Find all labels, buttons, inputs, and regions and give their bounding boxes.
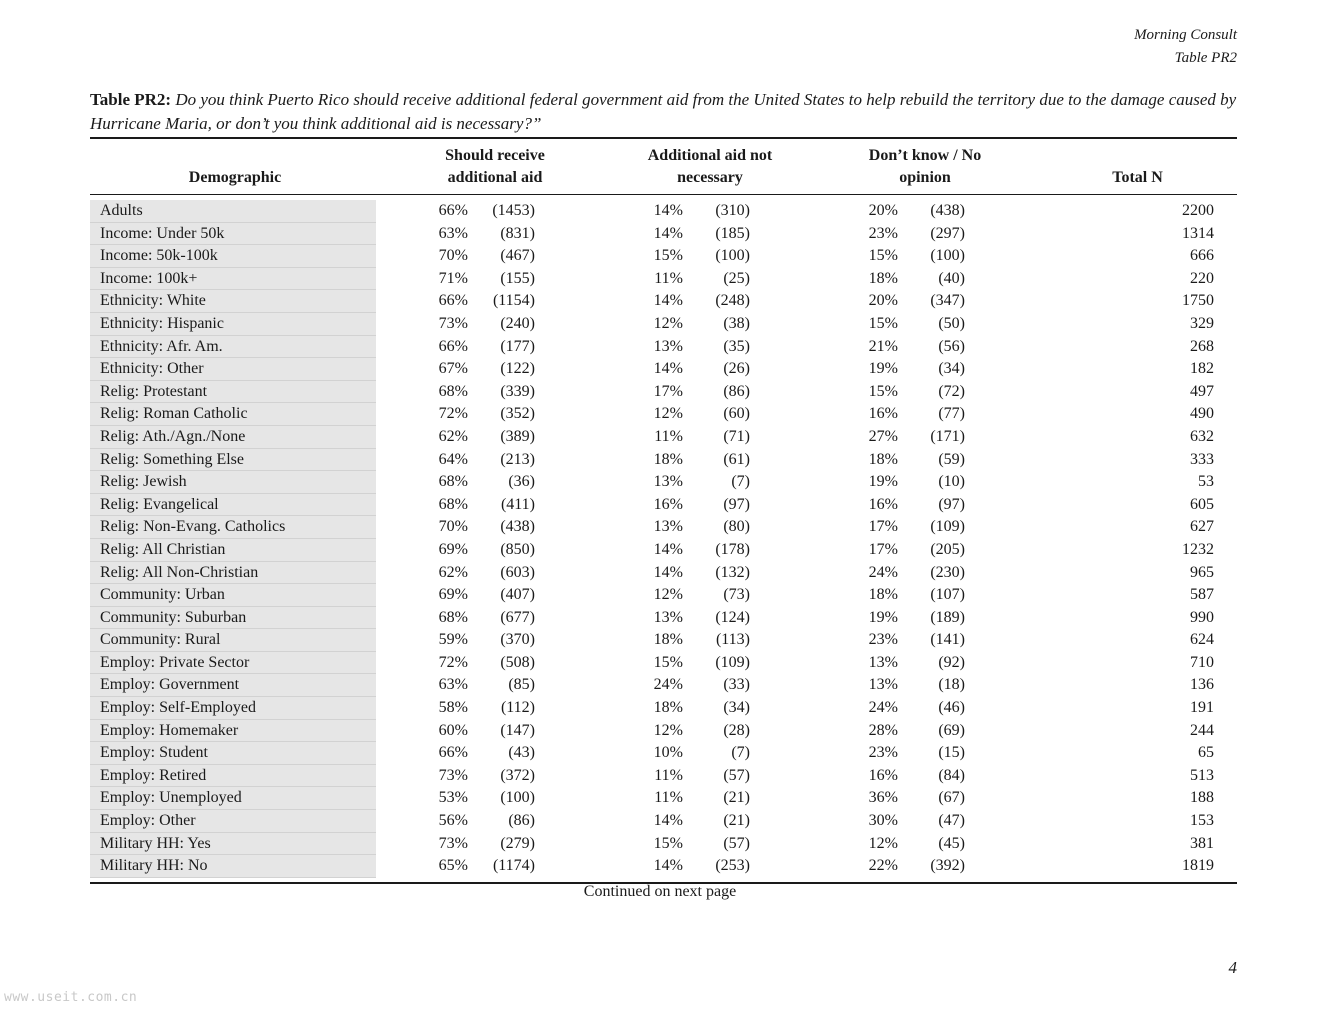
total-n: 965: [1190, 563, 1214, 581]
total-n: 329: [1190, 314, 1214, 332]
table-row: [90, 855, 1237, 878]
dont-know-pct: 15%: [868, 247, 898, 265]
should-receive-n: (339): [500, 382, 535, 400]
dont-know-pct: 23%: [868, 744, 898, 762]
dont-know-n: (297): [930, 224, 965, 242]
table-row: [90, 516, 1237, 539]
not-necessary-n: (21): [723, 812, 750, 830]
dont-know-pct: 20%: [868, 202, 898, 219]
header-should-receive-line2: additional aid: [447, 169, 543, 186]
should-receive-pct: 62%: [438, 427, 468, 445]
row-label: Relig: Ath./Agn./None: [90, 426, 376, 449]
header-not-necessary-line2: necessary: [677, 169, 743, 186]
not-necessary-pct: 24%: [653, 676, 683, 694]
total-n: 333: [1190, 450, 1214, 468]
results-table: [90, 137, 1237, 884]
table-row: [90, 720, 1237, 743]
row-label: Military HH: No: [90, 855, 376, 878]
should-receive-pct: 56%: [438, 812, 468, 830]
row-label: Employ: Self-Employed: [90, 697, 376, 720]
dont-know-n: (34): [938, 360, 965, 378]
should-receive-pct: 69%: [438, 540, 468, 558]
total-n: 1750: [1182, 292, 1214, 310]
dont-know-n: (47): [938, 812, 965, 830]
not-necessary-n: (100): [715, 247, 750, 265]
total-n: 710: [1190, 653, 1214, 671]
should-receive-pct: 71%: [438, 269, 468, 287]
not-necessary-pct: 13%: [653, 473, 683, 491]
not-necessary-pct: 18%: [653, 631, 683, 649]
total-n: 1314: [1182, 224, 1214, 242]
not-necessary-pct: 13%: [653, 608, 683, 626]
dont-know-n: (56): [938, 337, 965, 355]
table-row: [90, 268, 1237, 291]
should-receive-n: (508): [500, 653, 535, 671]
not-necessary-pct: 14%: [653, 563, 683, 581]
should-receive-pct: 68%: [438, 608, 468, 626]
not-necessary-pct: 16%: [653, 495, 683, 513]
should-receive-pct: 63%: [438, 224, 468, 242]
dont-know-pct: 15%: [868, 382, 898, 400]
table-row: [90, 471, 1237, 494]
total-n: 381: [1190, 834, 1214, 852]
should-receive-n: (100): [500, 789, 535, 807]
not-necessary-n: (33): [723, 676, 750, 694]
should-receive-n: (438): [500, 518, 535, 536]
should-receive-n: (177): [500, 337, 535, 355]
row-label: Community: Suburban: [90, 607, 376, 630]
row-label: Ethnicity: Hispanic: [90, 313, 376, 336]
dont-know-pct: 15%: [868, 314, 898, 332]
dont-know-n: (45): [938, 834, 965, 852]
total-n: 2200: [1182, 202, 1214, 219]
table-row: [90, 313, 1237, 336]
should-receive-n: (147): [500, 721, 535, 739]
should-receive-n: (467): [500, 247, 535, 265]
dont-know-pct: 23%: [868, 631, 898, 649]
dont-know-n: (107): [930, 586, 965, 604]
should-receive-pct: 68%: [438, 473, 468, 491]
dont-know-pct: 22%: [868, 857, 898, 875]
not-necessary-pct: 14%: [653, 360, 683, 378]
not-necessary-pct: 12%: [653, 314, 683, 332]
row-label: Relig: Something Else: [90, 449, 376, 472]
total-n: 632: [1190, 427, 1214, 445]
total-n: 153: [1190, 812, 1214, 830]
should-receive-pct: 68%: [438, 382, 468, 400]
table-row: [90, 358, 1237, 381]
dont-know-n: (141): [930, 631, 965, 649]
row-label: Employ: Government: [90, 674, 376, 697]
should-receive-pct: 64%: [438, 450, 468, 468]
table-row: [90, 810, 1237, 833]
should-receive-pct: 62%: [438, 563, 468, 581]
dont-know-pct: 18%: [868, 450, 898, 468]
table-row: [90, 787, 1237, 810]
dont-know-n: (10): [938, 473, 965, 491]
row-label: Employ: Student: [90, 742, 376, 765]
row-label: Income: 100k+: [90, 268, 376, 291]
not-necessary-pct: 14%: [653, 292, 683, 310]
table-row: [90, 674, 1237, 697]
dont-know-n: (347): [930, 292, 965, 310]
dont-know-pct: 16%: [868, 405, 898, 423]
row-label: Ethnicity: White: [90, 290, 376, 313]
dont-know-pct: 24%: [868, 563, 898, 581]
total-n: 191: [1190, 699, 1214, 717]
dont-know-pct: 28%: [868, 721, 898, 739]
dont-know-n: (15): [938, 744, 965, 762]
table-row: [90, 742, 1237, 765]
table-row: [90, 652, 1237, 675]
should-receive-pct: 66%: [438, 292, 468, 310]
should-receive-n: (122): [500, 360, 535, 378]
not-necessary-n: (61): [723, 450, 750, 468]
table-row: [90, 539, 1237, 562]
dont-know-pct: 19%: [868, 608, 898, 626]
total-n: 244: [1190, 721, 1214, 739]
not-necessary-n: (132): [715, 563, 750, 581]
table-row: [90, 833, 1237, 856]
not-necessary-pct: 12%: [653, 721, 683, 739]
table-row: [90, 200, 1237, 223]
total-n: 587: [1190, 586, 1214, 604]
not-necessary-pct: 10%: [653, 744, 683, 762]
not-necessary-n: (124): [715, 608, 750, 626]
dont-know-n: (72): [938, 382, 965, 400]
should-receive-n: (1174): [492, 857, 535, 875]
not-necessary-pct: 13%: [653, 337, 683, 355]
dont-know-pct: 30%: [868, 812, 898, 830]
table-body: [90, 195, 1237, 882]
should-receive-n: (603): [500, 563, 535, 581]
not-necessary-pct: 13%: [653, 518, 683, 536]
should-receive-pct: 66%: [438, 744, 468, 762]
dont-know-pct: 27%: [868, 427, 898, 445]
header-demographic: Demographic: [188, 169, 282, 186]
table-row: [90, 765, 1237, 788]
dont-know-pct: 16%: [868, 766, 898, 784]
total-n: 497: [1190, 382, 1214, 400]
table-row: [90, 629, 1237, 652]
not-necessary-pct: 11%: [654, 789, 683, 807]
dont-know-n: (230): [930, 563, 965, 581]
table-row: [90, 494, 1237, 517]
not-necessary-n: (113): [715, 631, 750, 649]
dont-know-pct: 23%: [868, 224, 898, 242]
dont-know-n: (18): [938, 676, 965, 694]
table-header: [90, 139, 1237, 194]
not-necessary-pct: 15%: [653, 834, 683, 852]
dont-know-pct: 18%: [868, 269, 898, 287]
not-necessary-pct: 14%: [653, 812, 683, 830]
row-label: Relig: All Christian: [90, 539, 376, 562]
should-receive-pct: 68%: [438, 495, 468, 513]
not-necessary-n: (38): [723, 314, 750, 332]
total-n: 53: [1198, 473, 1214, 491]
not-necessary-pct: 14%: [653, 540, 683, 558]
row-label: Income: 50k-100k: [90, 245, 376, 268]
total-n: 490: [1190, 405, 1214, 423]
total-n: 605: [1190, 495, 1214, 513]
dont-know-pct: 16%: [868, 495, 898, 513]
total-n: 268: [1190, 337, 1214, 355]
row-label: Income: Under 50k: [90, 223, 376, 246]
dont-know-n: (40): [938, 269, 965, 287]
dont-know-n: (392): [930, 857, 965, 875]
running-header: [1134, 24, 1237, 70]
dont-know-pct: 20%: [868, 292, 898, 310]
dont-know-n: (84): [938, 766, 965, 784]
not-necessary-n: (57): [723, 834, 750, 852]
row-label: Community: Rural: [90, 629, 376, 652]
should-receive-pct: 60%: [438, 721, 468, 739]
dont-know-n: (109): [930, 518, 965, 536]
dont-know-n: (46): [938, 699, 965, 717]
should-receive-n: (850): [500, 540, 535, 558]
header-total-n: Total N: [1112, 169, 1163, 186]
total-n: 182: [1190, 360, 1214, 378]
table-row: [90, 426, 1237, 449]
caption-label: Table PR2:: [90, 90, 172, 109]
not-necessary-pct: 18%: [653, 699, 683, 717]
table-row: [90, 403, 1237, 426]
should-receive-pct: 66%: [438, 337, 468, 355]
table-row: [90, 290, 1237, 313]
row-label: Relig: Protestant: [90, 381, 376, 404]
not-necessary-n: (97): [723, 495, 750, 513]
table-row: [90, 449, 1237, 472]
not-necessary-pct: 17%: [653, 382, 683, 400]
dont-know-n: (189): [930, 608, 965, 626]
total-n: 666: [1190, 247, 1214, 265]
should-receive-pct: 72%: [438, 405, 468, 423]
dont-know-n: (97): [938, 495, 965, 513]
watermark: www.useit.com.cn: [4, 990, 138, 1005]
not-necessary-n: (7): [731, 744, 750, 762]
should-receive-n: (407): [500, 586, 535, 604]
dont-know-n: (67): [938, 789, 965, 807]
not-necessary-n: (25): [723, 269, 750, 287]
row-label: Employ: Private Sector: [90, 652, 376, 675]
not-necessary-pct: 14%: [653, 224, 683, 242]
total-n: 627: [1190, 518, 1214, 536]
should-receive-pct: 70%: [438, 518, 468, 536]
should-receive-pct: 73%: [438, 834, 468, 852]
should-receive-pct: 72%: [438, 653, 468, 671]
table-caption: [90, 88, 1237, 136]
total-n: 513: [1190, 766, 1214, 784]
header-dont-know: [825, 145, 1025, 189]
dont-know-pct: 19%: [868, 473, 898, 491]
not-necessary-n: (86): [723, 382, 750, 400]
should-receive-n: (411): [500, 495, 535, 513]
continued-note: Continued on next page: [583, 883, 737, 900]
not-necessary-n: (109): [715, 653, 750, 671]
not-necessary-n: (60): [723, 405, 750, 423]
total-n: 188: [1190, 789, 1214, 807]
table-row: [90, 584, 1237, 607]
dont-know-n: (59): [938, 450, 965, 468]
total-n: 1819: [1182, 857, 1214, 875]
row-label: Relig: Jewish: [90, 471, 376, 494]
header-not-necessary: [610, 145, 810, 189]
should-receive-n: (86): [508, 812, 535, 830]
should-receive-pct: 58%: [438, 699, 468, 717]
dont-know-pct: 24%: [868, 699, 898, 717]
dont-know-n: (50): [938, 314, 965, 332]
total-n: 65: [1198, 744, 1214, 762]
should-receive-pct: 53%: [438, 789, 468, 807]
should-receive-n: (831): [500, 224, 535, 242]
should-receive-n: (677): [500, 608, 535, 626]
dont-know-n: (100): [930, 247, 965, 265]
should-receive-n: (279): [500, 834, 535, 852]
row-label: Adults: [90, 200, 376, 223]
dont-know-n: (438): [930, 202, 965, 219]
not-necessary-n: (253): [715, 857, 750, 875]
not-necessary-pct: 15%: [653, 247, 683, 265]
not-necessary-pct: 12%: [653, 405, 683, 423]
dont-know-pct: 13%: [868, 653, 898, 671]
row-label: Ethnicity: Other: [90, 358, 376, 381]
dont-know-pct: 17%: [868, 518, 898, 536]
row-label: Employ: Unemployed: [90, 787, 376, 810]
not-necessary-pct: 11%: [654, 427, 683, 445]
row-label: Employ: Homemaker: [90, 720, 376, 743]
not-necessary-pct: 14%: [653, 857, 683, 875]
total-n: 1232: [1182, 540, 1214, 558]
total-n: 220: [1190, 269, 1214, 287]
header-should-receive: [395, 145, 595, 189]
should-receive-pct: 65%: [438, 857, 468, 875]
should-receive-n: (43): [508, 744, 535, 762]
not-necessary-n: (185): [715, 224, 750, 242]
org-name: Morning Consult: [1134, 27, 1237, 43]
dont-know-n: (92): [938, 653, 965, 671]
table-row: [90, 223, 1237, 246]
not-necessary-n: (7): [731, 473, 750, 491]
not-necessary-n: (71): [723, 427, 750, 445]
row-label: Employ: Retired: [90, 765, 376, 788]
dont-know-n: (171): [930, 427, 965, 445]
not-necessary-pct: 15%: [653, 653, 683, 671]
not-necessary-pct: 11%: [654, 766, 683, 784]
table-row: [90, 562, 1237, 585]
not-necessary-n: (57): [723, 766, 750, 784]
row-label: Relig: All Non-Christian: [90, 562, 376, 585]
not-necessary-n: (310): [715, 202, 750, 219]
should-receive-n: (1154): [492, 292, 535, 310]
table-row: [90, 336, 1237, 359]
not-necessary-pct: 18%: [653, 450, 683, 468]
total-n: 990: [1190, 608, 1214, 626]
should-receive-n: (352): [500, 405, 535, 423]
dont-know-pct: 17%: [868, 540, 898, 558]
not-necessary-n: (248): [715, 292, 750, 310]
header-dont-know-line2: opinion: [899, 169, 951, 186]
should-receive-n: (389): [500, 427, 535, 445]
should-receive-n: (213): [500, 450, 535, 468]
should-receive-n: (85): [508, 676, 535, 694]
dont-know-pct: 36%: [868, 789, 898, 807]
table-row: [90, 697, 1237, 720]
dont-know-pct: 21%: [868, 337, 898, 355]
should-receive-pct: 73%: [438, 314, 468, 332]
not-necessary-n: (21): [723, 789, 750, 807]
table-row: [90, 245, 1237, 268]
table-id: Table PR2: [1174, 50, 1237, 66]
table-row: [90, 607, 1237, 630]
dont-know-pct: 19%: [868, 360, 898, 378]
table-row: [90, 381, 1237, 404]
not-necessary-n: (35): [723, 337, 750, 355]
row-label: Relig: Non-Evang. Catholics: [90, 516, 376, 539]
should-receive-pct: 63%: [438, 676, 468, 694]
row-label: Employ: Other: [90, 810, 376, 833]
header-dont-know-line1: Don’t know / No: [868, 147, 982, 164]
not-necessary-n: (26): [723, 360, 750, 378]
total-n: 624: [1190, 631, 1214, 649]
row-label: Relig: Roman Catholic: [90, 403, 376, 426]
not-necessary-n: (28): [723, 721, 750, 739]
dont-know-n: (77): [938, 405, 965, 423]
row-label: Relig: Evangelical: [90, 494, 376, 517]
should-receive-pct: 70%: [438, 247, 468, 265]
not-necessary-pct: 14%: [653, 202, 683, 219]
not-necessary-n: (178): [715, 540, 750, 558]
dont-know-pct: 18%: [868, 586, 898, 604]
dont-know-n: (69): [938, 721, 965, 739]
total-n: 136: [1190, 676, 1214, 694]
page-number: 4: [1228, 958, 1237, 977]
not-necessary-n: (73): [723, 586, 750, 604]
should-receive-n: (372): [500, 766, 535, 784]
dont-know-n: (205): [930, 540, 965, 558]
dont-know-pct: 12%: [868, 834, 898, 852]
should-receive-n: (155): [500, 269, 535, 287]
should-receive-n: (370): [500, 631, 535, 649]
should-receive-pct: 66%: [438, 202, 468, 219]
should-receive-n: (112): [500, 699, 535, 717]
should-receive-pct: 73%: [438, 766, 468, 784]
header-not-necessary-line1: Additional aid not: [647, 147, 773, 164]
should-receive-n: (36): [508, 473, 535, 491]
dont-know-pct: 13%: [868, 676, 898, 694]
not-necessary-n: (80): [723, 518, 750, 536]
row-label: Military HH: Yes: [90, 833, 376, 856]
not-necessary-n: (34): [723, 699, 750, 717]
caption-question: Do you think Puerto Rico should receive additional federal government aid from the United States to help rebuild the territory due to the damage caused by Hurricane Maria, or don’t you think additional aid is necessary?”: [90, 90, 1237, 133]
should-receive-pct: 59%: [438, 631, 468, 649]
not-necessary-pct: 11%: [654, 269, 683, 287]
should-receive-pct: 69%: [438, 586, 468, 604]
should-receive-n: (240): [500, 314, 535, 332]
row-label: Community: Urban: [90, 584, 376, 607]
row-label: Ethnicity: Afr. Am.: [90, 336, 376, 359]
not-necessary-pct: 12%: [653, 586, 683, 604]
should-receive-n: (1453): [492, 202, 535, 219]
header-should-receive-line1: Should receive: [445, 147, 545, 164]
should-receive-pct: 67%: [438, 360, 468, 378]
